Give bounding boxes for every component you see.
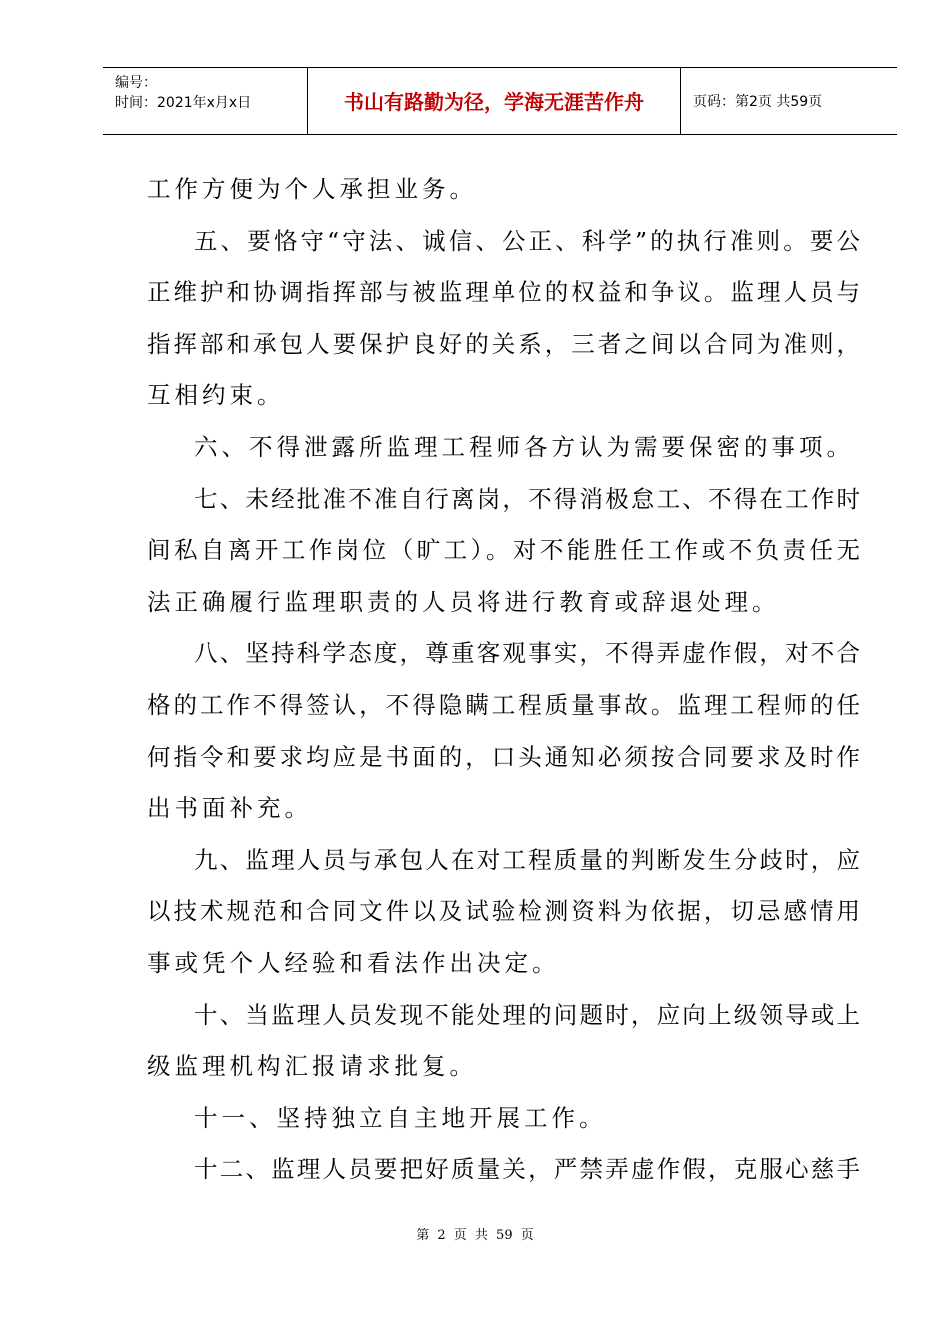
text-line: 何指令和要求均应是书面的，口头通知必须按合同要求及时作 — [147, 742, 860, 771]
text-line: 事或凭个人经验和看法作出决定。 — [147, 948, 560, 977]
text-line: 间私自离开工作岗位（旷工）。对不能胜任工作或不负责任无 — [147, 536, 860, 565]
text-line: 互相约束。 — [147, 381, 285, 410]
text-line: 十一、坚持独立自主地开展工作。 — [194, 1103, 607, 1132]
text-line: 出书面补充。 — [147, 794, 312, 823]
text-line: 指挥部和承包人要保护良好的关系，三者之间以合同为准则， — [147, 329, 860, 358]
document-body — [147, 164, 860, 1196]
text-line: 法正确履行监理职责的人员将进行教育或辞退处理。 — [147, 587, 780, 616]
header-meta-cell — [103, 68, 308, 134]
text-line: 格的工作不得签认，不得隐瞒工程质量事故。监理工程师的任 — [147, 690, 860, 719]
text-line: 级监理机构汇报请求批复。 — [147, 1052, 477, 1081]
text-line: 八、坚持科学态度，尊重客观事实，不得弄虚作假，对不合 — [194, 639, 860, 668]
serial-number-label: 编号： — [115, 75, 157, 91]
header-page-code: 页码：第2页 共59页 — [693, 94, 823, 110]
text-line: 六、不得泄露所监理工程师各方认为需要保密的事项。 — [194, 432, 854, 461]
text-line: 工作方便为个人承担业务。 — [147, 175, 477, 203]
header-motto: 书山有路勤为径，学海无涯苦作舟 — [308, 68, 681, 134]
text-line: 十、当监理人员发现不能处理的问题时，应向上级领导或上 — [194, 1000, 860, 1029]
text-line: 正维护和协调指挥部与被监理单位的权益和争议。监理人员与 — [147, 278, 860, 307]
text-line: 九、监理人员与承包人在对工程质量的判断发生分歧时，应 — [194, 845, 860, 874]
page-header — [103, 67, 897, 135]
text-line: 以技术规范和合同文件以及试验检测资料为依据，切忌感情用 — [147, 897, 860, 926]
date-label: 时间：2021年x月x日 — [115, 95, 252, 111]
text-line: 十二、监理人员要把好质量关，严禁弄虚作假，克服心慈手 — [194, 1155, 860, 1184]
text-line: 五、要恪守“守法、诚信、公正、科学”的执行准则。要公 — [194, 226, 860, 255]
page-footer: 第 2 页 共 59 页 — [416, 1228, 534, 1243]
text-line: 七、未经批准不准自行离岗，不得消极怠工、不得在工作时 — [194, 484, 860, 513]
